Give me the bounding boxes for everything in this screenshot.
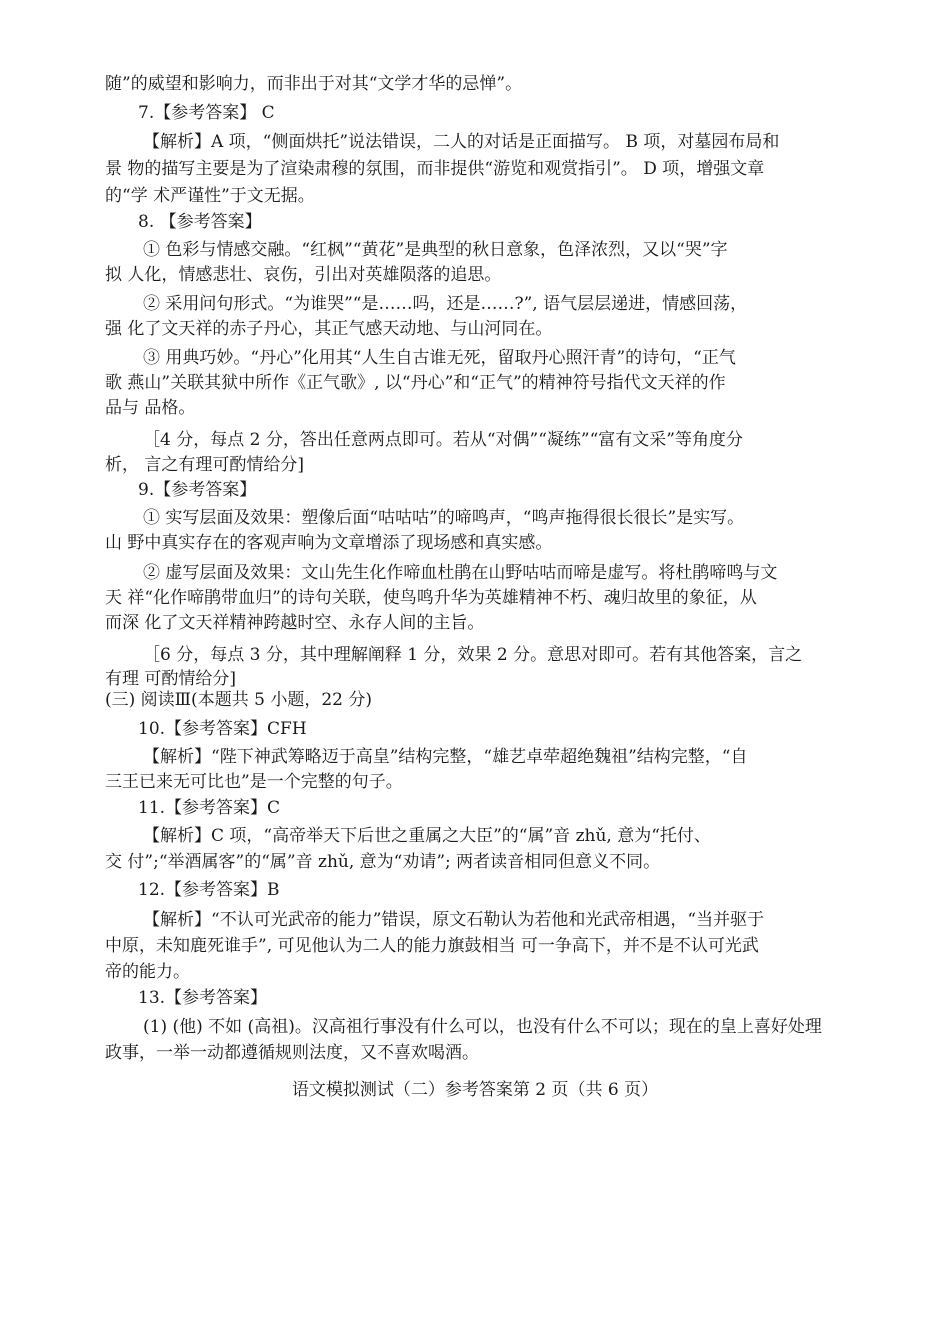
text-line: ② 虚写层面及效果：文山先生化作啼血杜鹃在山野咕咕而啼是虚写。将杜鹃啼鸣与文 [143, 563, 778, 583]
text-line: ② 采用问句形式。“为谁哭”“是……吗，还是……?”, 语气层层递进，情感回荡， [143, 294, 748, 314]
scoring-note: ［6 分，每点 3 分，其中理解阐释 1 分，效果 2 分。意思对即可。若有其他答案，言之 [143, 645, 803, 665]
text-line: 【解析】“不认可光武帝的能力”错误，原文石勒认为若他和光武帝相遇，“当并驱于 [143, 910, 765, 930]
text-line: ③ 用典巧妙。“丹心”化用其“人生自古谁无死，留取丹心照汗青”的诗句，“正气 [143, 348, 736, 368]
text-line: 【解析】C 项，“高帝举天下后世之重属之大臣”的“属”音 zhǔ, 意为“托付、 [143, 826, 711, 846]
text-line: 中原，未知鹿死谁手”, 可见他认为二人的能力旗鼓相当 可一争高下，并不是不认可光武 [105, 936, 759, 956]
text-line: 帝的能力。 [105, 962, 190, 982]
scoring-note: 有理 可酌情给分] [105, 669, 237, 689]
text-line: 天 祥“化作啼鹃带血归”的诗句关联，使鸟鸣升华为英雄精神不朽、魂归故里的象征，从 [105, 588, 757, 608]
text-line: 品与 品格。 [105, 398, 196, 418]
text-line: 而深 化了文天祥精神跨越时空、永存人间的主旨。 [105, 613, 485, 633]
answer-heading: 9.【参考答案】 [138, 480, 257, 500]
text-line: ① 色彩与情感交融。“红枫”“黄花”是典型的秋日意象，色泽浓烈，又以“哭”字 [143, 240, 728, 260]
text-line: 歌 燕山”关联其狱中所作《正气歌》, 以“丹心”和“正气”的精神符号指代文天祥的作 [105, 373, 726, 393]
text-line: 山 野中真实存在的客观声响为文章增添了现场感和真实感。 [105, 533, 553, 553]
answer-heading: 12.【参考答案】B [138, 880, 280, 900]
scoring-note: 析， 言之有理可酌情给分] [105, 455, 305, 475]
scoring-note: ［4 分，每点 2 分，答出任意两点即可。若从“对偶”“凝练”“富有文采”等角度分 [143, 430, 743, 450]
text-line: 【解析】“陛下神武筹略迈于高皇”结构完整，“雄艺卓荦超绝魏祖”结构完整，“自 [143, 747, 748, 767]
text-line: 拟 人化，情感悲壮、哀伤，引出对英雄陨落的追思。 [105, 265, 502, 285]
text-line: 随”的威望和影响力，而非出于对其“文学才华的忌惮”。 [105, 74, 523, 94]
text-line: (1) (他) 不如 (高祖)。汉高祖行事没有什么可以，也没有什么不可以；现在的皇上喜好处理 [143, 1017, 822, 1037]
section-heading: (三) 阅读Ⅲ(本题共 5 小题，22 分) [105, 690, 372, 710]
text-line: ① 实写层面及效果：塑像后面“咕咕咕”的啼鸣声，“鸣声拖得很长很长”是实写。 [143, 508, 745, 528]
text-line: 【解析】A 项，“侧面烘托”说法错误，二人的对话是正面描写。 B 项，对墓园布局和 [143, 132, 780, 152]
text-line: 的“学 术严谨性”于文无据。 [105, 186, 315, 206]
text-line: 交 付”;“举酒属客”的“属”音 zhǔ, 意为“劝请”; 两者读音相同但意义不同。 [105, 852, 661, 872]
text-line: 景 物的描写主要是为了渲染肃穆的氛围，而非提供“游览和观赏指引”。 D 项，增强文章 [105, 159, 765, 179]
text-line: 强 化了文天祥的赤子丹心，其正气感天动地、与山河同在。 [105, 319, 553, 339]
answer-heading: 7.【参考答案】 C [138, 103, 275, 123]
answer-heading: 8. 【参考答案】 [138, 212, 262, 232]
text-line: 三王已来无可比也”是一个完整的句子。 [105, 772, 403, 792]
answer-heading: 13.【参考答案】 [138, 988, 268, 1008]
answer-heading: 10.【参考答案】CFH [138, 719, 307, 739]
answer-heading: 11.【参考答案】C [138, 798, 281, 818]
text-line: 政事，一举一动都遵循规则法度，又不喜欢喝酒。 [105, 1043, 479, 1063]
page-footer: 语文模拟测试（二）参考答案第 2 页（共 6 页） [291, 1080, 659, 1100]
